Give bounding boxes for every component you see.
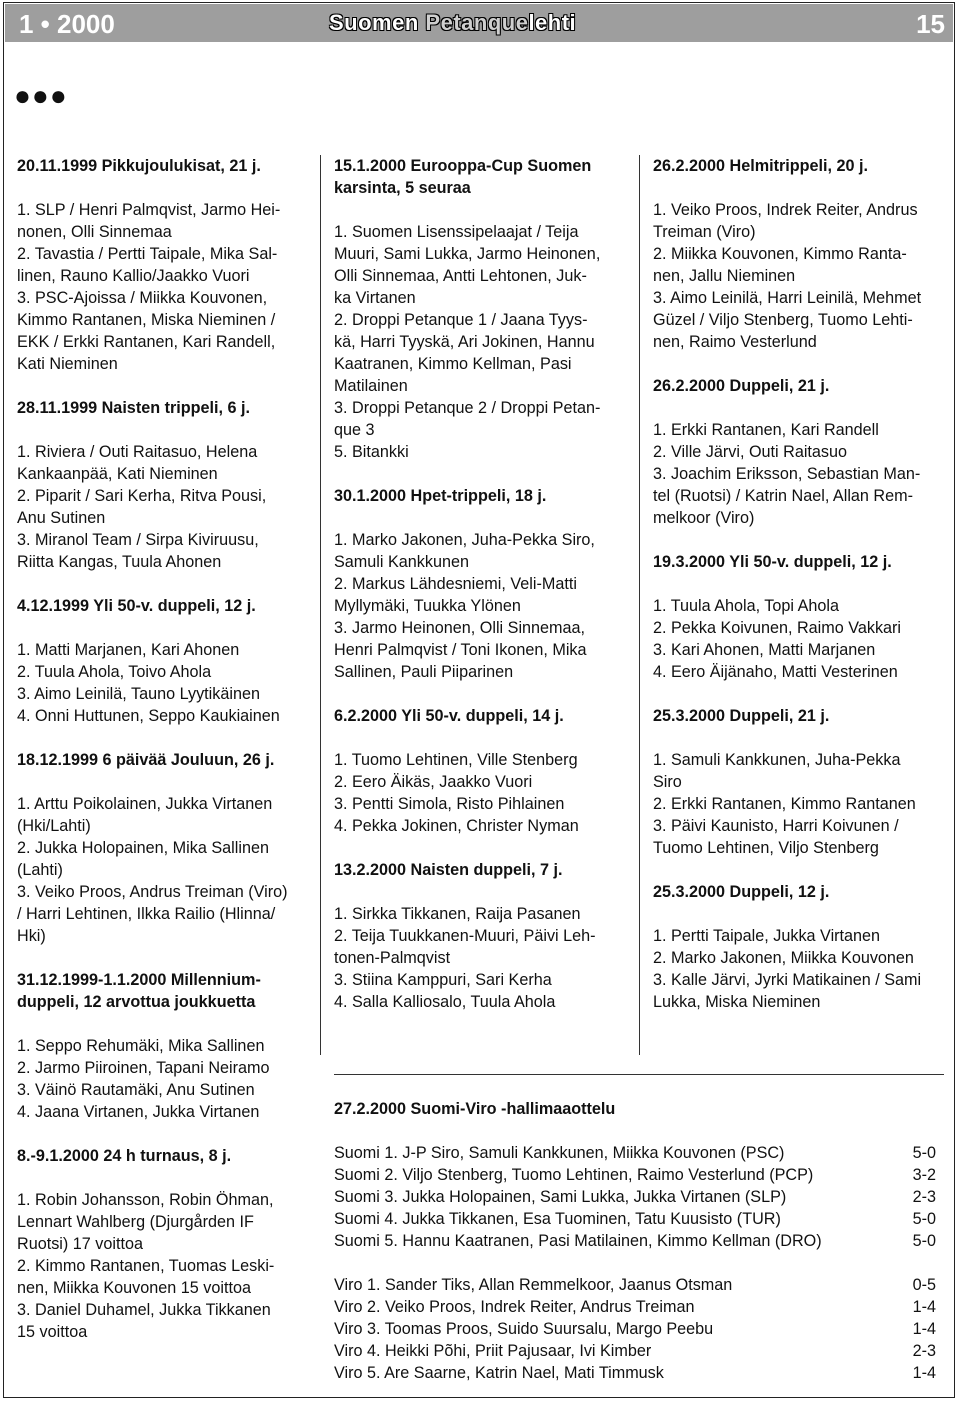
match-row (334, 1296, 936, 1318)
result-line: melkoor (Viro) (653, 509, 755, 527)
result-line: 2. Eero Äikäs, Jaakko Vuori (334, 773, 533, 791)
section-heading: 25.3.2000 Duppeli, 21 j. (653, 707, 830, 725)
result-line: 1. Arttu Poikolainen, Jukka Virtanen (17, 795, 273, 813)
match-row (334, 1230, 936, 1252)
section-heading: 18.12.1999 6 päivää Jouluun, 26 j. (17, 751, 275, 769)
result-line: 15 voittoa (17, 1323, 88, 1341)
result-line: Muuri, Sami Lukka, Jarmo Heinonen, (334, 245, 601, 263)
result-line: linen, Rauno Kallio/Jaakko Vuori (17, 267, 250, 285)
match-score: 1-4 (912, 1364, 936, 1382)
result-line: Tuomo Lehtinen, Viljo Stenberg (653, 839, 879, 857)
result-line: Kimmo Rantanen, Miska Nieminen / (17, 311, 276, 329)
result-line: 2. Ville Järvi, Outi Raitasuo (653, 443, 848, 461)
result-line: Riitta Kangas, Tuula Ahonen (17, 553, 222, 571)
match-row (334, 1274, 936, 1296)
result-line: 3. Aimo Leinilä, Tauno Lyytikäinen (17, 685, 260, 703)
result-section (653, 551, 945, 683)
match-row (334, 1340, 936, 1362)
match-row (334, 1164, 936, 1186)
section-divider (334, 1074, 944, 1075)
result-line: 2. Teija Tuukkanen-Muuri, Päivi Leh- (334, 927, 596, 945)
result-line: Sallinen, Pauli Piiparinen (334, 663, 514, 681)
results-column-1 (17, 155, 309, 1365)
result-line: 2. Jukka Holopainen, Mika Sallinen (17, 839, 269, 857)
section-heading: 26.2.2000 Duppeli, 21 j. (653, 377, 830, 395)
team-line: Viro 2. Veiko Proos, Indrek Reiter, Andrus Treiman (334, 1298, 695, 1316)
result-line: Siro (653, 773, 682, 791)
result-line: ka Virtanen (334, 289, 416, 307)
magazine-title: Suomen Petanquelehti (329, 10, 577, 35)
match-title: 27.2.2000 Suomi-Viro -hallimaaottelu (334, 1100, 616, 1118)
match-row (334, 1362, 936, 1384)
match-score: 5-0 (912, 1144, 936, 1162)
result-section (334, 485, 626, 683)
result-line: 5. Bitankki (334, 443, 409, 461)
result-line: Treiman (Viro) (653, 223, 756, 241)
result-line: Güzel / Viljo Stenberg, Tuomo Lehti- (653, 311, 913, 329)
result-section (334, 155, 626, 463)
result-line: Kati Nieminen (17, 355, 118, 373)
result-section (334, 859, 626, 1013)
result-line: Ruotsi) 17 voittoa (17, 1235, 143, 1253)
result-line: 1. Robin Johansson, Robin Öhman, (17, 1191, 274, 1209)
result-line: nen, Miikka Kouvonen 15 voittoa (17, 1279, 251, 1297)
result-line: kä, Harri Tyyskä, Ari Jokinen, Hannu (334, 333, 595, 351)
result-line: 3. Kari Ahonen, Matti Marjanen (653, 641, 876, 659)
result-line: Matilainen (334, 377, 408, 395)
team-line: Suomi 2. Viljo Stenberg, Tuomo Lehtinen, Raimo Vesterlund (PCP) (334, 1166, 814, 1184)
result-line: 1. Tuula Ahola, Topi Ahola (653, 597, 840, 615)
result-line: Kankaanpää, Kati Nieminen (17, 465, 218, 483)
result-section (653, 155, 945, 353)
result-line: 1. Suomen Lisenssipelaajat / Teija (334, 223, 579, 241)
result-line: 4. Salla Kalliosalo, Tuula Ahola (334, 993, 556, 1011)
result-line: 2. Jarmo Piiroinen, Tapani Neiramo (17, 1059, 270, 1077)
result-line: 4. Pekka Jokinen, Christer Nyman (334, 817, 579, 835)
result-section (334, 705, 626, 837)
result-line: Myllymäki, Tuukka Ylönen (334, 597, 521, 615)
viro-results (334, 1274, 936, 1384)
result-line: tel (Ruotsi) / Katrin Nael, Allan Rem- (653, 487, 913, 505)
section-heading: 8.-9.1.2000 24 h turnaus, 8 j. (17, 1147, 232, 1165)
result-line: 2. Erkki Rantanen, Kimmo Rantanen (653, 795, 916, 813)
section-heading: 26.2.2000 Helmitrippeli, 20 j. (653, 157, 869, 175)
result-line: 3. Stiina Kamppuri, Sari Kerha (334, 971, 552, 989)
result-line: 2. Tavastia / Pertti Taipale, Mika Sal- (17, 245, 278, 263)
result-line: 1. Seppo Rehumäki, Mika Sallinen (17, 1037, 265, 1055)
result-line: nen, Raimo Vesterlund (653, 333, 817, 351)
result-line: 4. Eero Äijänaho, Matti Vesterinen (653, 663, 898, 681)
result-line: 1. Tuomo Lehtinen, Ville Stenberg (334, 751, 578, 769)
result-line: Anu Sutinen (17, 509, 106, 527)
results-column-2 (334, 155, 626, 1035)
result-line: 2. Marko Jakonen, Miikka Kouvonen (653, 949, 914, 967)
result-line: 2. Pekka Koivunen, Raimo Vakkari (653, 619, 902, 637)
result-line: 2. Droppi Petanque 1 / Jaana Tyys- (334, 311, 588, 329)
result-line: 2. Kimmo Rantanen, Tuomas Leski- (17, 1257, 275, 1275)
result-line: 3. Päivi Kaunisto, Harri Koivunen / (653, 817, 899, 835)
match-row (334, 1142, 936, 1164)
column-divider (320, 155, 321, 1055)
result-line: 3. PSC-Ajoissa / Miikka Kouvonen, (17, 289, 268, 307)
result-line: 1. SLP / Henri Palmqvist, Jarmo Hei- (17, 201, 281, 219)
result-section (653, 375, 945, 529)
team-line: Suomi 4. Jukka Tikkanen, Esa Tuominen, Tatu Kuusisto (TUR) (334, 1210, 781, 1228)
result-line: (Lahti) (17, 861, 63, 879)
match-score: 2-3 (912, 1342, 936, 1360)
section-heading: 30.1.2000 Hpet-trippeli, 18 j. (334, 487, 547, 505)
result-line: 2. Miikka Kouvonen, Kimmo Ranta- (653, 245, 907, 263)
result-line: 3. Daniel Duhamel, Jukka Tikkanen (17, 1301, 271, 1319)
result-line: nonen, Olli Sinnemaa (17, 223, 172, 241)
result-line: 3. Droppi Petanque 2 / Droppi Petan- (334, 399, 601, 417)
result-line: tonen-Palmqvist (334, 949, 451, 967)
section-heading: 31.12.1999-1.1.2000 Millennium- duppeli, 12 arvottua joukkuetta (17, 971, 261, 1011)
result-line: Hki) (17, 927, 46, 945)
section-heading: 15.1.2000 Eurooppa-Cup Suomen karsinta, 5 seuraa (334, 157, 592, 197)
result-line: 3. Pentti Simola, Risto Pihlainen (334, 795, 565, 813)
suomi-results (334, 1142, 936, 1252)
result-line: 1. Riviera / Outi Raitasuo, Helena (17, 443, 258, 461)
result-line: Henri Palmqvist / Toni Ikonen, Mika (334, 641, 587, 659)
result-line: Samuli Kankkunen (334, 553, 469, 571)
result-line: 1. Matti Marjanen, Kari Ahonen (17, 641, 240, 659)
section-heading: 28.11.1999 Naisten trippeli, 6 j. (17, 399, 251, 417)
result-line: 1. Sirkka Tikkanen, Raija Pasanen (334, 905, 581, 923)
team-line: Viro 4. Heikki Põhi, Priit Pajusaar, Ivi Kimber (334, 1342, 652, 1360)
result-line: Lukka, Miska Nieminen (653, 993, 821, 1011)
result-section (17, 749, 309, 947)
result-line: 2. Piparit / Sari Kerha, Ritva Pousi, (17, 487, 267, 505)
match-row (334, 1318, 936, 1340)
result-section (17, 397, 309, 573)
match-section (334, 1098, 936, 1384)
result-line: 4. Jaana Virtanen, Jukka Virtanen (17, 1103, 260, 1121)
result-line: 3. Miranol Team / Sirpa Kiviruusu, (17, 531, 259, 549)
issue-number: 1 • 2000 (19, 9, 115, 39)
section-dots: ●●● (14, 80, 68, 111)
result-line: que 3 (334, 421, 375, 439)
match-score: 1-4 (912, 1320, 936, 1338)
result-line: 1. Samuli Kankkunen, Juha-Pekka (653, 751, 901, 769)
result-line: 3. Jarmo Heinonen, Olli Sinnemaa, (334, 619, 586, 637)
result-line: 3. Kalle Järvi, Jyrki Matikainen / Sami (653, 971, 922, 989)
result-line: / Harri Lehtinen, Ilkka Railio (Hlinna/ (17, 905, 276, 923)
team-line: Viro 1. Sander Tiks, Allan Remmelkoor, Jaanus Otsman (334, 1276, 733, 1294)
result-section (17, 155, 309, 375)
match-score: 1-4 (912, 1298, 936, 1316)
team-line: Suomi 3. Jukka Holopainen, Sami Lukka, Jukka Virtanen (SLP) (334, 1188, 787, 1206)
result-line: 3. Aimo Leinilä, Harri Leinilä, Mehmet (653, 289, 922, 307)
column-divider (639, 155, 640, 1055)
team-line: Viro 5. Are Saarne, Katrin Nael, Mati Timmusk (334, 1364, 664, 1382)
result-line: 1. Marko Jakonen, Juha-Pekka Siro, (334, 531, 595, 549)
result-line: 3. Veiko Proos, Andrus Treiman (Viro) (17, 883, 288, 901)
match-score: 0-5 (912, 1276, 936, 1294)
section-heading: 20.11.1999 Pikkujoulukisat, 21 j. (17, 157, 261, 175)
team-line: Suomi 1. J-P Siro, Samuli Kankkunen, Miikka Kouvonen (PSC) (334, 1144, 785, 1162)
match-row (334, 1186, 936, 1208)
section-heading: 25.3.2000 Duppeli, 12 j. (653, 883, 830, 901)
page-number: 15 (916, 9, 945, 39)
result-line: EKK / Erkki Rantanen, Kari Randell, (17, 333, 276, 351)
result-section (653, 705, 945, 859)
result-line: 2. Markus Lähdesniemi, Veli-Matti (334, 575, 577, 593)
team-line: Suomi 5. Hannu Kaatranen, Pasi Matilainen, Kimmo Kellman (DRO) (334, 1232, 822, 1250)
result-line: 1. Veiko Proos, Indrek Reiter, Andrus (653, 201, 918, 219)
result-section (17, 1145, 309, 1343)
result-line: 1. Erkki Rantanen, Kari Randell (653, 421, 879, 439)
result-line: Lennart Wahlberg (Djurgården IF (17, 1213, 254, 1231)
section-heading: 13.2.2000 Naisten duppeli, 7 j. (334, 861, 563, 879)
result-line: Olli Sinnemaa, Antti Lehtonen, Juk- (334, 267, 587, 285)
page-header (5, 4, 953, 42)
section-heading: 4.12.1999 Yli 50-v. duppeli, 12 j. (17, 597, 256, 615)
match-row (334, 1208, 936, 1230)
result-line: 4. Onni Huttunen, Seppo Kaukiainen (17, 707, 280, 725)
results-column-3 (653, 155, 945, 1035)
result-line: (Hki/Lahti) (17, 817, 91, 835)
result-section (17, 595, 309, 727)
result-line: 2. Tuula Ahola, Toivo Ahola (17, 663, 212, 681)
match-score: 5-0 (912, 1232, 936, 1250)
result-line: Kaatranen, Kimmo Kellman, Pasi (334, 355, 572, 373)
result-line: 3. Väinö Rautamäki, Anu Sutinen (17, 1081, 255, 1099)
result-section (17, 969, 309, 1123)
result-section (653, 881, 945, 1013)
result-line: 3. Joachim Eriksson, Sebastian Man- (653, 465, 921, 483)
result-line: 1. Pertti Taipale, Jukka Virtanen (653, 927, 881, 945)
section-heading: 19.3.2000 Yli 50-v. duppeli, 12 j. (653, 553, 892, 571)
match-score: 2-3 (912, 1188, 936, 1206)
section-heading: 6.2.2000 Yli 50-v. duppeli, 14 j. (334, 707, 564, 725)
match-score: 3-2 (912, 1166, 936, 1184)
team-line: Viro 3. Toomas Proos, Suido Suursalu, Margo Peebu (334, 1320, 714, 1338)
result-line: nen, Jallu Nieminen (653, 267, 796, 285)
match-score: 5-0 (912, 1210, 936, 1228)
